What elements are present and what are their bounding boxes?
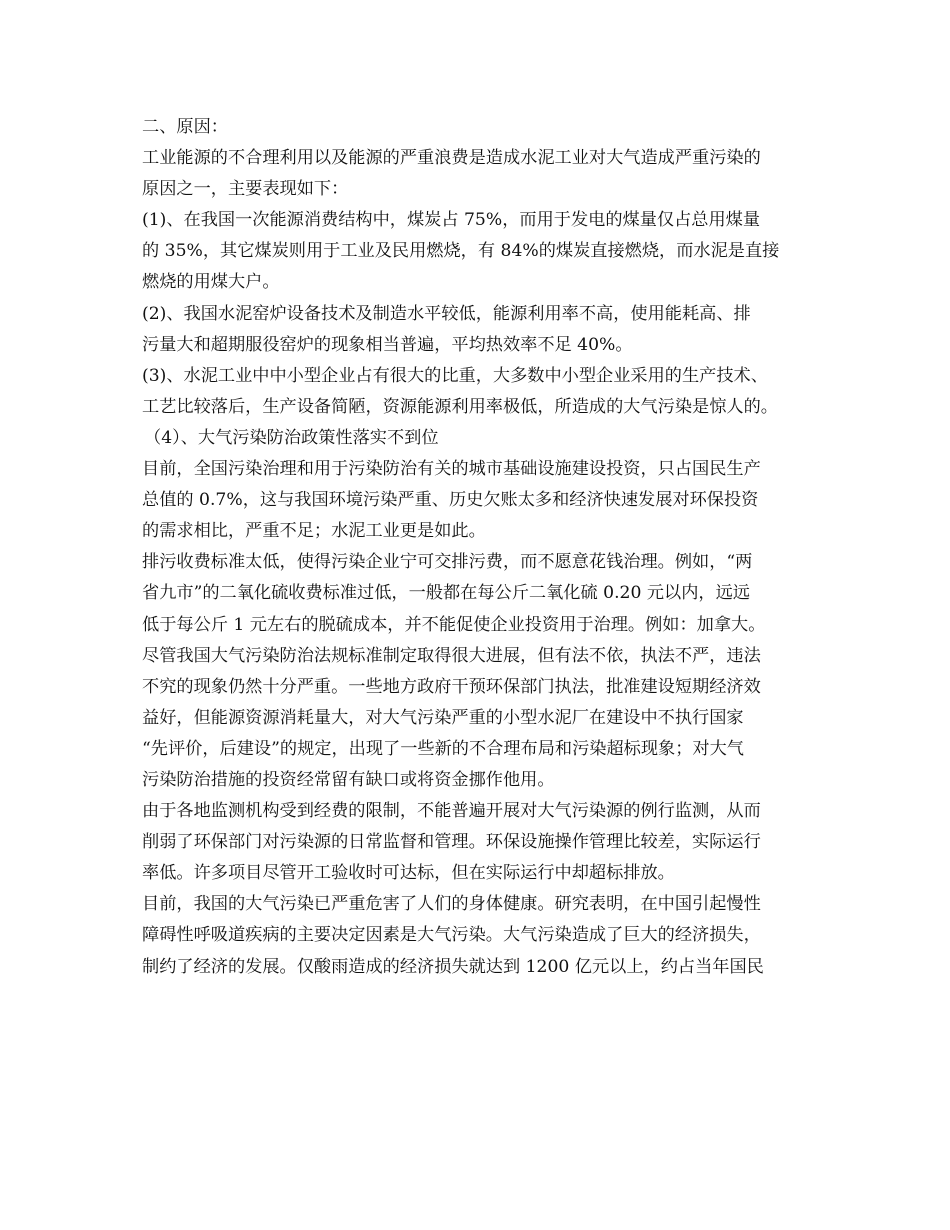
paragraph-line: 障碍性呼吸道疾病的主要决定因素是大气污染。大气污染造成了巨大的经济损失，	[142, 925, 761, 946]
paragraph-line: 原因之一，主要表现如下：	[142, 179, 349, 200]
paragraph-line: 尽管我国大气污染防治法规标准制定取得很大进展，但有法不依，执法不严，违法	[142, 645, 761, 666]
paragraph-line: 工业能源的不合理利用以及能源的严重浪费是造成水泥工业对大气造成严重污染的	[142, 148, 761, 169]
paragraph-line: 排污收费标准太低，使得污染企业宁可交排污费，而不愿意花钱治理。例如，“两	[142, 552, 753, 573]
paragraph-line: 制约了经济的发展。仅酸雨造成的经济损失就达到 1200 亿元以上，约占当年国民	[142, 956, 764, 977]
paragraph-line: 削弱了环保部门对污染源的日常监督和管理。环保设施操作管理比较差，实际运行	[142, 832, 761, 853]
paragraph-line: 省九市”的二氧化硫收费标准过低，一般都在每公斤二氧化硫 0.20 元以内，远远	[142, 583, 750, 604]
paragraph-line: 的需求相比，严重不足；水泥工业更是如此。	[142, 521, 486, 542]
paragraph-line: 污量大和超期服役窑炉的现象相当普遍，平均热效率不足 40%。	[142, 334, 633, 355]
paragraph-line: 低于每公斤 1 元左右的脱硫成本，并不能促使企业投资用于治理。例如：加拿大。	[142, 614, 766, 635]
paragraph-line: 工艺比较落后，生产设备简陋，资源能源利用率极低，所造成的大气污染是惊人的。	[142, 396, 778, 417]
paragraph-line: 污染防治措施的投资经常留有缺口或将资金挪作他用。	[142, 769, 555, 790]
paragraph-line: (1)、在我国一次能源消费结构中，煤炭占 75%，而用于发电的煤量仅占总用煤量	[142, 210, 761, 231]
subsection-heading: （4）、大气污染防治政策性落实不到位	[144, 427, 439, 448]
paragraph-line: 目前，我国的大气污染已严重危害了人们的身体健康。研究表明，在中国引起慢性	[142, 894, 761, 915]
paragraph-line: (2)、我国水泥窑炉设备技术及制造水平较低，能源利用率不高，使用能耗高、排	[142, 303, 751, 324]
paragraph-line: “先评价，后建设”的规定，出现了一些新的不合理布局和污染超标现象；对大气	[142, 738, 744, 759]
paragraph-line: 率低。许多项目尽管开工验收时可达标，但在实际运行中却超标排放。	[142, 863, 675, 884]
paragraph-line: 益好，但能源资源消耗量大，对大气污染严重的小型水泥厂在建设中不执行国家	[142, 707, 744, 728]
paragraph-line: 不究的现象仍然十分严重。一些地方政府干预环保部门执法，批准建设短期经济效	[142, 676, 761, 697]
paragraph-line: 的 35%，其它煤炭则用于工业及民用燃烧，有 84%的煤炭直接燃烧，而水泥是直接	[142, 241, 780, 262]
paragraph-line: 燃烧的用煤大户。	[142, 272, 280, 293]
paragraph-line: (3)、水泥工业中中小型企业占有很大的比重，大多数中小型企业采用的生产技术、	[142, 365, 768, 386]
paragraph-line: 由于各地监测机构受到经费的限制，不能普遍开展对大气污染源的例行监测，从而	[142, 801, 761, 822]
paragraph-line: 总值的 0.7%，这与我国环境污染严重、历史欠账太多和经济快速发展对环保投资	[142, 490, 759, 511]
section-heading: 二、原因：	[142, 117, 228, 137]
document-body	[142, 112, 822, 983]
paragraph-line: 目前，全国污染治理和用于污染防治有关的城市基础设施建设投资，只占国民生产	[142, 459, 761, 480]
